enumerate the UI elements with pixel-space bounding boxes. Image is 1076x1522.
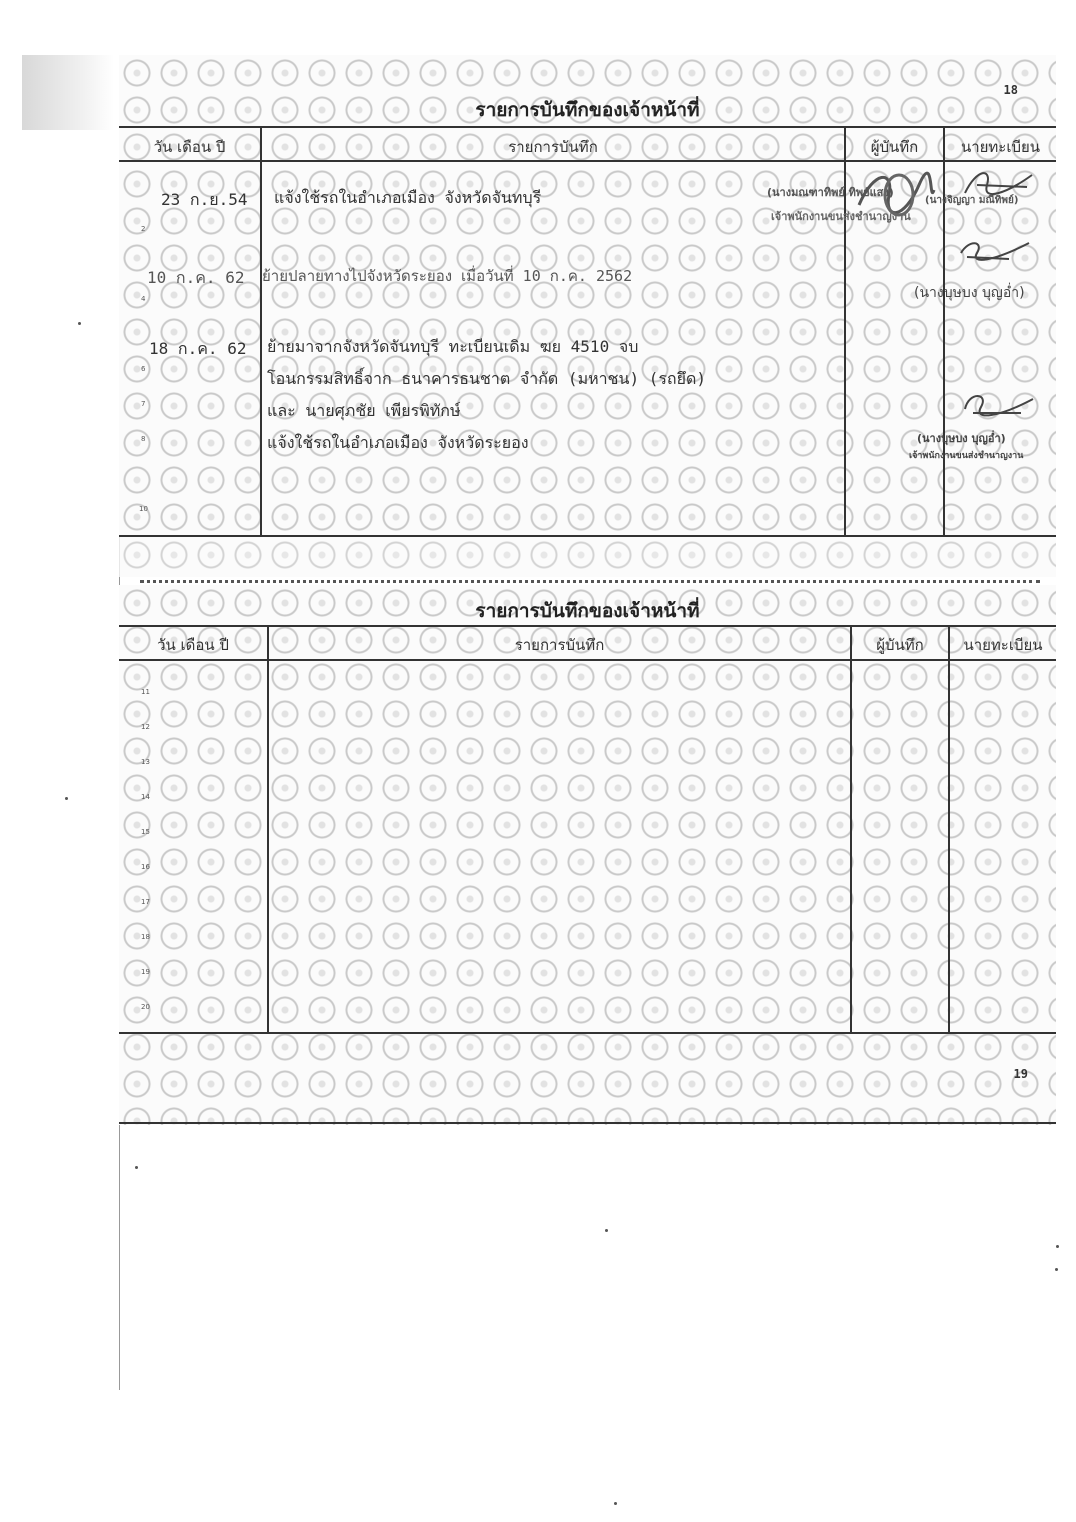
page-number: 18 — [1003, 83, 1018, 97]
dotted-cut-line — [140, 580, 1040, 583]
scan-speck — [135, 1166, 138, 1169]
row-number: 7 — [141, 400, 146, 408]
sheet-gap — [119, 537, 1056, 577]
record-sheet-bottom — [119, 585, 1056, 1125]
row-number: 4 — [141, 295, 146, 303]
registrar-name: (นางบุษบง บุญอ่ำ) — [914, 285, 1025, 301]
row-number: 6 — [141, 365, 146, 373]
header-registrar: นายทะเบียน — [963, 636, 1043, 654]
scan-speck — [1056, 1245, 1059, 1248]
signature-mark — [957, 163, 1047, 203]
table-top-border — [119, 625, 1056, 627]
row-number: 17 — [141, 898, 150, 906]
header-recorder: ผู้บันทึก — [870, 138, 919, 156]
entry-line: และ นายศุภชัย เพียรพิทักษ์ — [267, 401, 461, 420]
col-divider-1 — [267, 625, 269, 1034]
col-divider-3 — [948, 625, 950, 1034]
scan-speck — [605, 1229, 608, 1232]
entry-line: ย้ายมาจากจังหวัดจันทบุรี ทะเบียนเดิม ฆย 4510 จบ — [267, 337, 639, 356]
scan-speck — [1055, 1268, 1058, 1271]
registrar-name-stamp: (นางบุษบง บุญอ่ำ) — [917, 432, 1006, 445]
entry-line: ย้ายปลายทางไปจังหวัดระยอง เมื่อวันที่ 10 ก.ค. 2562 — [262, 267, 633, 285]
row-number: 15 — [141, 828, 150, 836]
registrar-name-stamp: (นางจิญญา มณีทิพย์) — [925, 195, 1019, 206]
entry-line: แจ้งใช้รถในอำเภอเมือง จังหวัดระยอง — [267, 433, 529, 452]
col-divider-3 — [943, 126, 945, 535]
row-number: 18 — [141, 933, 150, 941]
row-number: 11 — [141, 688, 150, 696]
row-number: 12 — [141, 723, 150, 731]
table-bottom-border — [119, 1032, 1056, 1034]
scan-speck — [614, 1502, 617, 1505]
signature-mark — [949, 235, 1039, 270]
recorder-title-stamp: เจ้าพนักงานขนส่งชำนาญงาน — [771, 210, 911, 223]
scan-shadow — [22, 55, 114, 130]
col-divider-2 — [850, 625, 852, 1034]
row-number: 8 — [141, 435, 146, 443]
scan-speck — [78, 322, 81, 325]
page-bottom-border — [119, 1122, 1056, 1124]
entry-date: 18 ก.ค. 62 — [149, 339, 247, 358]
signature-mark — [849, 165, 939, 225]
header-date: วัน เดือน ปี — [157, 636, 229, 654]
page-number: 19 — [1013, 1067, 1028, 1081]
header-record: รายการบันทึก — [508, 138, 598, 156]
entry-line: แจ้งใช้รถในอำเภอเมือง จังหวัดจันทบุรี — [274, 188, 542, 207]
recorder-name-stamp: (นางมณฑาทิพย์ ทิพย์แสง) — [767, 186, 894, 199]
row-number: 14 — [141, 793, 150, 801]
record-sheet-top — [119, 55, 1056, 535]
entry-line: โอนกรรมสิทธิ์จาก ธนาคารธนชาต จำกัด (มหาชน) (รถยึด) — [267, 369, 707, 388]
header-date: วัน เดือน ปี — [153, 138, 226, 156]
header-record: รายการบันทึก — [514, 636, 605, 654]
row-number: 10 — [139, 505, 148, 513]
sheet-title: รายการบันทึกของเจ้าหน้าที่ — [475, 600, 700, 622]
header-registrar: นายทะเบียน — [960, 138, 1041, 156]
scan-speck — [65, 797, 68, 800]
signature-mark — [951, 387, 1041, 432]
row-number: 16 — [141, 863, 150, 871]
row-number: 20 — [141, 1003, 150, 1011]
entry-date: 10 ก.ค. 62 — [147, 268, 245, 287]
header-recorder: ผู้บันทึก — [876, 636, 924, 654]
registrar-title-stamp: เจ้าพนักงานขนส่งชำนาญงาน — [909, 451, 1024, 461]
sheet-title: รายการบันทึกของเจ้าหน้าที่ — [475, 99, 700, 121]
col-divider-1 — [260, 126, 262, 535]
row-number: 13 — [141, 758, 150, 766]
header-bottom-border — [119, 659, 1056, 661]
row-number: 2 — [141, 225, 146, 233]
row-number: 19 — [141, 968, 150, 976]
entry-date: 23 ก.ย.54 — [161, 190, 248, 209]
